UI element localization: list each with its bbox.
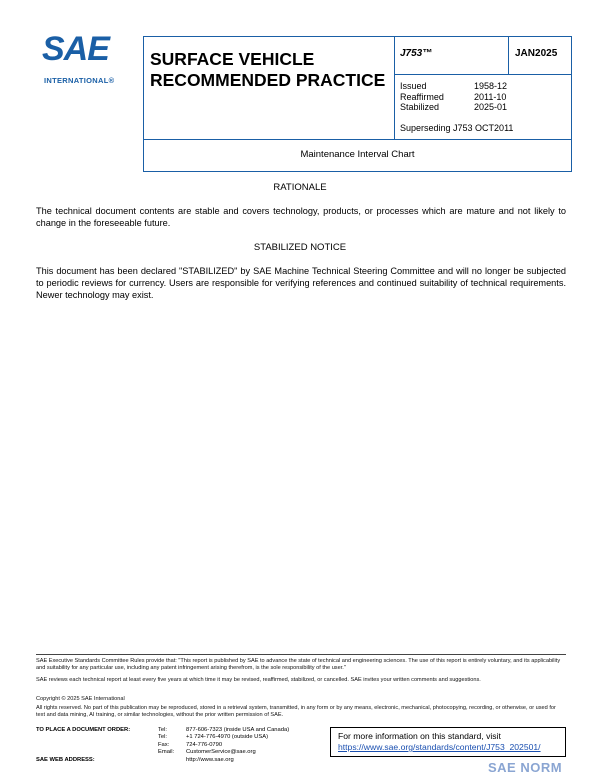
contact-label: Tel:: [158, 727, 168, 733]
contact-value: 724-776-0790: [186, 741, 223, 748]
standard-url-link[interactable]: https://www.sae.org/standards/content/J753_202501/: [338, 742, 541, 752]
rationale-heading: RATIONALE: [273, 182, 327, 193]
contact-label: Fax:: [158, 741, 170, 748]
contact-email[interactable]: CustomerService@sae.org: [186, 749, 256, 756]
contact-row: [158, 749, 289, 756]
contact-row: [158, 727, 289, 734]
web-address-label: SAE WEB ADDRESS:: [36, 757, 95, 763]
status-value: 1958-12: [474, 81, 508, 91]
contact-row: [158, 742, 289, 749]
contact-value: 877-606-7323 (inside USA and Canada): [186, 727, 290, 733]
status-value: 2025-01: [474, 102, 508, 112]
status-value: 2011-10: [474, 91, 507, 102]
status-history: [400, 81, 507, 113]
footer-copyright: Copyright © 2025 SAE International: [36, 696, 125, 702]
footer-review: SAE reviews each technical report at least every five years at which time it may be revised, reaffirmed, stabilized, or cancelled. SAE invites your written comments and suggestions.: [36, 677, 481, 683]
title-line-1: SURFACE VEHICLE: [150, 49, 315, 69]
contact-row: [158, 757, 289, 764]
document-subtitle: Maintenance Interval Chart: [300, 149, 415, 160]
sae-norm-stamp: SAE NORM: [488, 760, 563, 775]
status-row: [400, 102, 507, 113]
contact-label: Tel:: [158, 734, 168, 741]
more-info-box: [330, 727, 566, 757]
stabilized-notice-heading: STABILIZED NOTICE: [253, 242, 347, 253]
stabilized-notice-text: This document has been declared "STABILIZED" by SAE Machine Technical Steering Committee and will no longer be subjected to periodic reviews for currency. Users are responsible for verifying references and continued suitability of technical requirements. Newer technology may exist.: [36, 266, 566, 300]
sae-logo-subtext: INTERNATIONAL®: [44, 76, 115, 85]
superseding-note: Superseding J753 OCT2011: [400, 123, 514, 133]
rationale-text: The technical document contents are stable and covers technology, products, or processes which are mature and not likely to change in the foreseeable future.: [36, 206, 566, 228]
contact-label: Email:: [158, 749, 175, 756]
status-row: [400, 81, 507, 92]
contact-list: [158, 727, 289, 764]
status-label: Issued: [400, 81, 427, 91]
footer-rights: All rights reserved. No part of this publication may be reproduced, stored in a retrieval system, transmitted, in any form or by any means, electronic, mechanical, photocopying, recording, or otherwise, or used for text and data mining, AI training, or similar technologies, without the prior written permission of SAE.: [36, 705, 556, 718]
footer-rules: SAE Executive Standards Committee Rules provide that: "This report is published by SAE to advance the state of technical and engineering sciences. The use of this report is entirely voluntary, and its applicability and suitability for any particular use, including any patent infringement arising therefrom, is the sole responsibility of the user.": [36, 658, 561, 671]
more-info-title: For more information on this standard, visit: [338, 731, 501, 741]
document-header: [143, 36, 572, 172]
document-number: J753™: [400, 48, 433, 59]
contact-value: +1 724-776-4970 (outside USA): [186, 734, 269, 741]
contact-label: [158, 757, 186, 764]
sae-website-link[interactable]: http://www.sae.org: [186, 756, 234, 763]
status-row: [400, 92, 507, 103]
contact-row: [158, 734, 289, 741]
title-line-2: RECOMMENDED PRACTICE: [150, 70, 386, 90]
order-label: TO PLACE A DOCUMENT ORDER:: [36, 727, 131, 733]
sae-logo: SAE: [42, 30, 109, 68]
status-label: Reaffirmed: [400, 91, 444, 102]
footer-divider: [36, 654, 566, 655]
status-label: Stabilized: [400, 102, 440, 112]
document-date: JAN2025: [515, 48, 558, 59]
document-type-title: [150, 49, 385, 91]
